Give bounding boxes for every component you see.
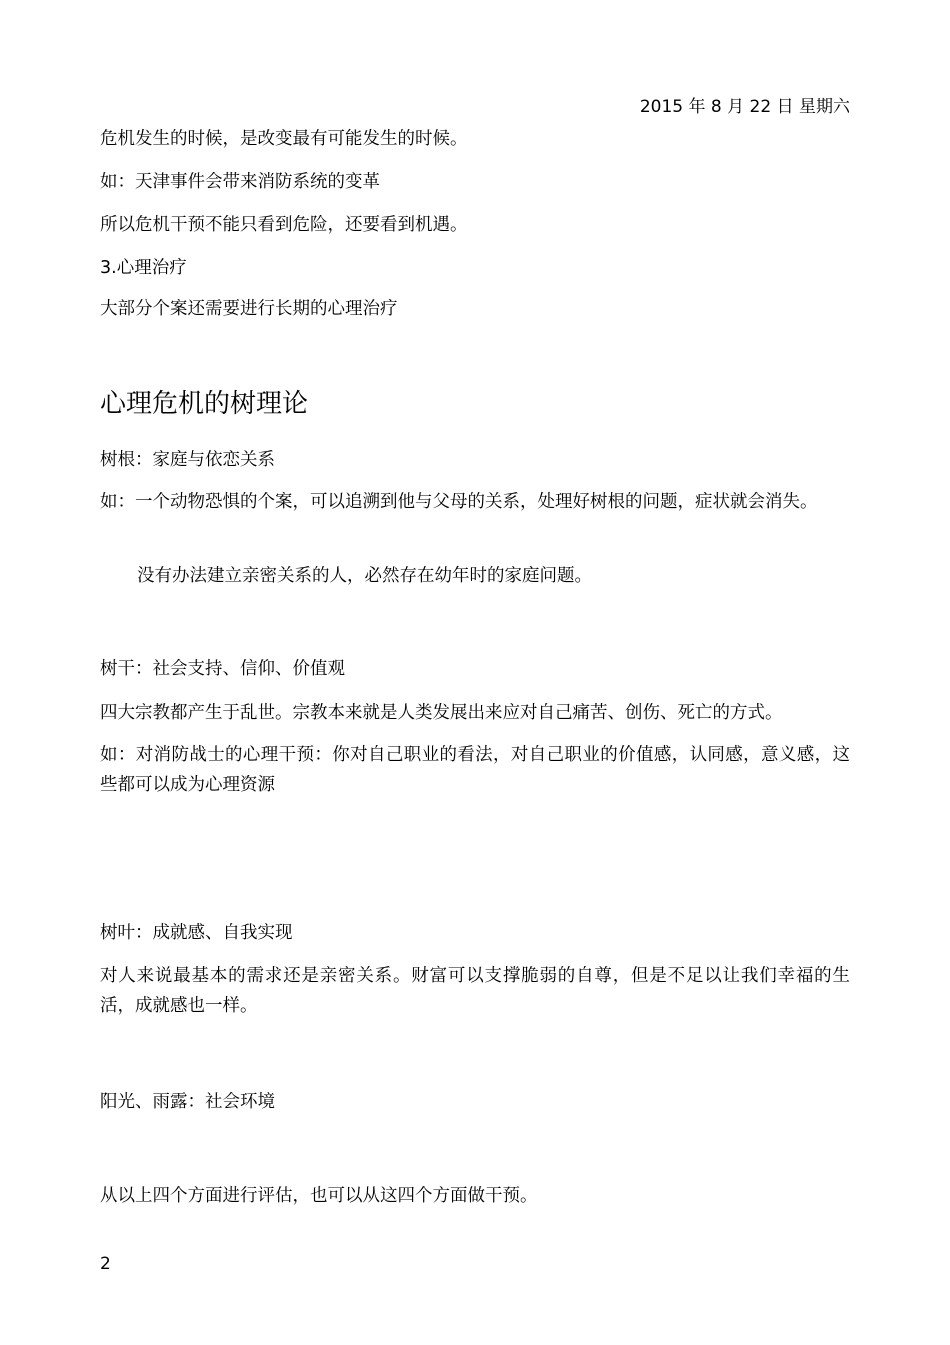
tree-roots-example: 如：一个动物恐惧的个案，可以追溯到他与父母的关系，处理好树根的问题，症状就会消失。	[100, 492, 818, 512]
page-number: 2	[100, 1254, 111, 1274]
tree-leaves-label: 树叶：成就感、自我实现	[100, 923, 293, 943]
section-heading-tree-theory: 心理危机的树理论	[100, 389, 309, 419]
paragraph-conclusion: 从以上四个方面进行评估，也可以从这四个方面做干预。	[100, 1186, 538, 1206]
sun-rain-label: 阳光、雨露：社会环境	[100, 1092, 275, 1112]
paragraph-crisis-change: 危机发生的时候，是改变最有可能发生的时候。	[100, 129, 468, 149]
tree-leaves-needs: 对人来说最基本的需求还是亲密关系。财富可以支撑脆弱的自尊，但是不足以让我们幸福的生活，成就感也一样。	[100, 966, 850, 1016]
header-date: 2015 年 8 月 22 日 星期六	[639, 97, 850, 117]
tree-roots-note: 没有办法建立亲密关系的人，必然存在幼年时的家庭问题。	[137, 566, 592, 586]
paragraph-long-term-therapy: 大部分个案还需要进行长期的心理治疗	[100, 299, 398, 319]
tree-roots-label: 树根：家庭与依恋关系	[100, 450, 275, 470]
tree-trunk-label: 树干：社会支持、信仰、价值观	[100, 659, 345, 679]
list-item-psychotherapy: 3.心理治疗	[100, 258, 187, 278]
paragraph-danger-opportunity: 所以危机干预不能只看到危险，还要看到机遇。	[100, 215, 468, 235]
tree-trunk-religion: 四大宗教都产生于乱世。宗教本来就是人类发展出来应对自己痛苦、创伤、死亡的方式。	[100, 703, 783, 723]
tree-trunk-example: 如：对消防战士的心理干预：你对自己职业的看法，对自己职业的价值感，认同感，意义感，这些都可以成为心理资源	[100, 745, 850, 795]
paragraph-tianjin-example: 如：天津事件会带来消防系统的变革	[100, 172, 380, 192]
